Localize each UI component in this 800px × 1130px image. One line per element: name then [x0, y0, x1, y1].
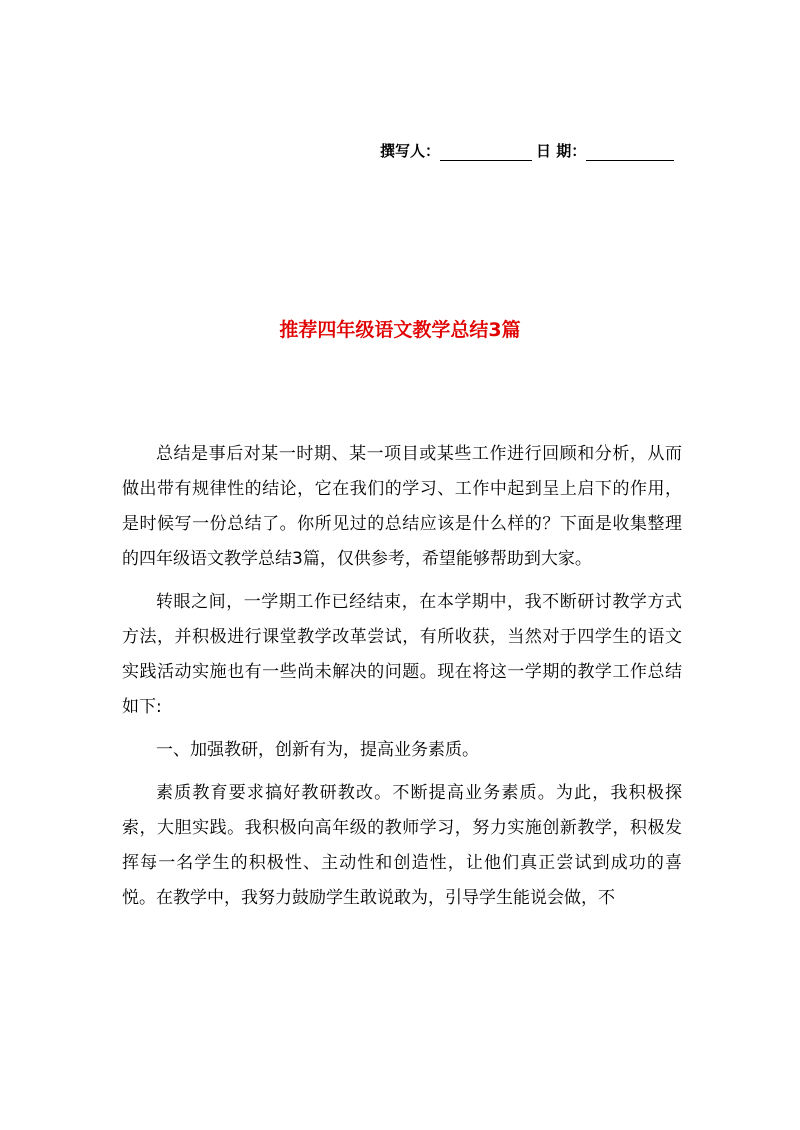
paragraph-intro: 总结是事后对某一时期、某一项目或某些工作进行回顾和分析，从而做出带有规律性的结论，它在我们的学习、工作中起到呈上启下的作用，是时候写一份总结了。你所见过的总结应该是什么样的？下面是收集整理的四年级语文教学总结3篇，仅供参考，希望能够帮助到大家。 — [122, 444, 682, 569]
section-heading: 一、加强教研，创新有为，提高业务素质。 — [156, 740, 479, 760]
date-blank — [586, 144, 674, 161]
author-blank — [440, 144, 532, 161]
paragraph-summary-opening: 转眼之间，一学期工作已经结束，在本学期中，我不断研讨教学方式方法，并积极进行课堂教学改革尝试，有所收获，当然对于四学生的语文实践活动实施也有一些尚未解决的问题。现在将这一学期的教学工作总结如下: — [122, 592, 682, 717]
date-label: 日 期： — [536, 142, 587, 160]
author-label: 撰写人： — [380, 142, 441, 160]
author-date-line — [380, 140, 674, 161]
paragraph-section-1: 素质教育要求搞好教研教改。不断提高业务素质。为此，我积极探索，大胆实践。我积极向高年级的教师学习，努力实施创新教学，积极发挥每一名学生的积极性、主动性和创造性，让他们真正尝试到成功的喜悦。在教学中，我努力鼓励学生敢说敢为，引导学生能说会做，不 — [122, 783, 682, 908]
document-body — [122, 437, 682, 924]
document-title: 推荐四年级语文教学总结3篇 — [279, 319, 521, 341]
